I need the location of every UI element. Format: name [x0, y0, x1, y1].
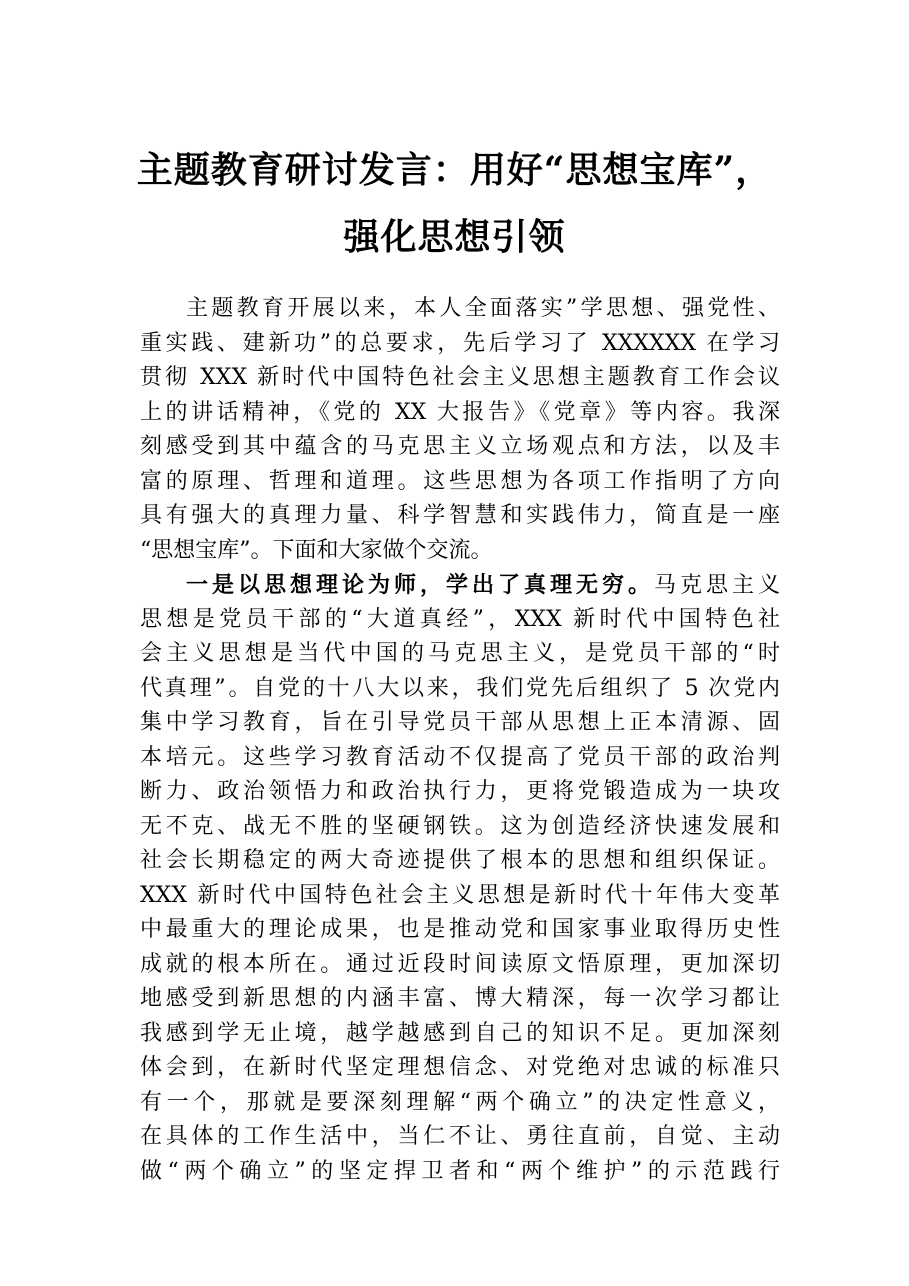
- text-line: XXX 新时代中国特色社会主义思想是新时代十年伟大变革: [140, 882, 780, 908]
- text-line: 集中学习教育，旨在引导党员干部从思想上正本清源、固: [140, 710, 780, 735]
- text-line: 本培元。这些学习教育活动不仅提高了党员干部的政治判: [140, 744, 780, 770]
- text-line: 贯彻 XXX 新时代中国特色社会主义思想主题教育工作会议: [140, 365, 780, 390]
- text-line: 重实践、建新功”的总要求，先后学习了 XXXXXX 在学习: [140, 330, 780, 356]
- paragraph-1: [140, 292, 780, 568]
- text-line-first: [140, 568, 780, 603]
- text-line: 思想是党员干部的“大道真经”，XXX 新时代中国特色社: [140, 606, 780, 632]
- text-run: 马克思主义: [653, 573, 780, 598]
- text-line: 体会到，在新时代坚定理想信念、对党绝对忠诚的标准只: [140, 1055, 780, 1080]
- text-line: 地感受到新思想的内涵丰富、博大精深，每一次学习都让: [140, 986, 780, 1011]
- text-line: 会主义思想是当代中国的马克思主义，是党员干部的“时: [140, 641, 780, 666]
- text-line: 中最重大的理论成果，也是推动党和国家事业取得历史性: [140, 917, 780, 942]
- text-line: 我感到学无止境，越学越感到自己的知识不足。更加深刻: [140, 1020, 780, 1046]
- text-line: 上的讲话精神，《党的 XX 大报告》《党章》等内容。我深: [140, 399, 780, 425]
- text-line: 做“两个确立”的坚定捍卫者和“两个维护”的示范践行: [140, 1158, 780, 1184]
- text-line: 富的原理、哲理和道理。这些思想为各项工作指明了方向: [140, 468, 780, 494]
- text-line: 代真理”。自党的十八大以来，我们党先后组织了 5 次党内: [140, 675, 780, 701]
- text-line: 具有强大的真理力量、科学智慧和实践伟力，简直是一座: [140, 503, 780, 528]
- document-body: [140, 292, 780, 1189]
- text-line: 无不克、战无不胜的坚硬钢铁。这为创造经济快速发展和: [140, 813, 780, 839]
- section-heading: 一是以思想理论为师，学出了真理无穷。: [186, 572, 654, 598]
- text-line: 有一个，那就是要深刻理解“两个确立”的决定性意义，: [140, 1089, 780, 1115]
- text-line: “思想宝库”。下面和大家做个交流。: [140, 537, 493, 563]
- document-title-line-1: 主题教育研讨发言：用好“思想宝库”，: [136, 149, 773, 191]
- text-line: 断力、政治领悟力和政治执行力，更将党锻造成为一块攻: [140, 779, 780, 804]
- document-title-line-2: 强化思想引领: [343, 216, 566, 258]
- text-line: 刻感受到其中蕴含的马克思主义立场观点和方法，以及丰: [140, 434, 780, 459]
- text-line: 成就的根本所在。通过近段时间读原文悟原理，更加深切: [140, 951, 780, 977]
- text-line: 主题教育开展以来，本人全面落实”学思想、强党性、: [186, 296, 780, 321]
- text-line: 社会长期稳定的两大奇迹提供了根本的思想和组织保证。: [140, 848, 780, 873]
- paragraph-2: [140, 568, 780, 1189]
- text-line: 在具体的工作生活中，当仁不让、勇往直前，自觉、主动: [140, 1124, 780, 1149]
